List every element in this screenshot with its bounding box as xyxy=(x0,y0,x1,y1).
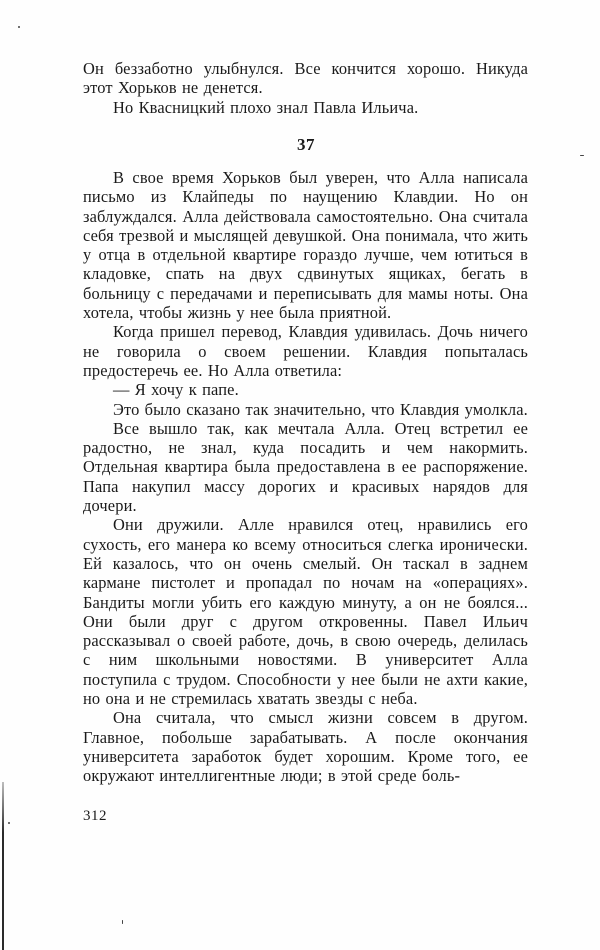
binding-shadow xyxy=(2,782,4,950)
paragraph: Это было сказано так значительно, что Клавдия умолкла. xyxy=(113,399,528,419)
scan-speck xyxy=(122,920,123,924)
scan-speck xyxy=(18,26,20,28)
scan-speck xyxy=(8,822,10,824)
paragraph: Она считала, что смысл жизни совсем в другом. Главное, побольше зарабатывать. А после окончания университета заработок будет хорошим. Кроме того, ее окружают интеллигентные люди; в этой среде боль- xyxy=(83,708,528,786)
previous-chapter-ending xyxy=(83,59,528,117)
paragraph: Когда пришел перевод, Клавдия удивилась. Дочь ничего не говорила о своем решении. Клавдия попыталась предостеречь ее. Но Алла ответила: xyxy=(83,322,528,380)
chapter-body xyxy=(83,168,528,786)
page-number: 312 xyxy=(83,808,107,824)
paragraph: Но Квасницкий плохо знал Павла Ильича. xyxy=(113,97,419,117)
dialogue-line: — Я хочу к папе. xyxy=(113,380,239,400)
paragraph: Он беззаботно улыбнулся. Все кончится хорошо. Никуда этот Хорьков не денется. xyxy=(83,59,528,98)
paragraph: Все вышло так, как мечтала Алла. Отец встретил ее радостно, не знал, куда посадить и чем накормить. Отдельная квартира была предоставлена в ее распоряжение. Папа накупил массу дорогих и красивых нарядов для дочери. xyxy=(83,418,528,516)
scan-speck xyxy=(580,155,584,156)
paragraph: В свое время Хорьков был уверен, что Алла написала письмо из Клайпеды по наущению Клавдии. Но он заблуждался. Алла действовала самостоятельно. Она считала себя трезвой и мыслящей девушкой. Она понимала, что жить у отца в отдельной квартире гораздо лучше, чем ютиться в кладовке, спать на двух сдвинутых ящиках, бегать в больницу с передачами и переписывать для мамы ноты. Она хотела, чтобы жизнь у нее была приятной. xyxy=(83,168,528,323)
paragraph: Они дружили. Алле нравился отец, нравились его сухость, его манера ко всему относиться слегка иронически. Ей казалось, что он очень смелый. Он таскал в заднем кармане пистолет и пропадал по ночам на «операциях». Бандиты могли убить его каждую минуту, а он не боялся... Они были друг с другом откровенны. Павел Ильич рассказывал о своей работе, дочь, в свою очередь, делилась с ним школьными новостями. В университет Алла поступила с трудом. Способности у нее были не ахти какие, но она и не стремилась хватать звезды с неба. xyxy=(83,515,528,709)
chapter-number: 37 xyxy=(297,135,315,154)
